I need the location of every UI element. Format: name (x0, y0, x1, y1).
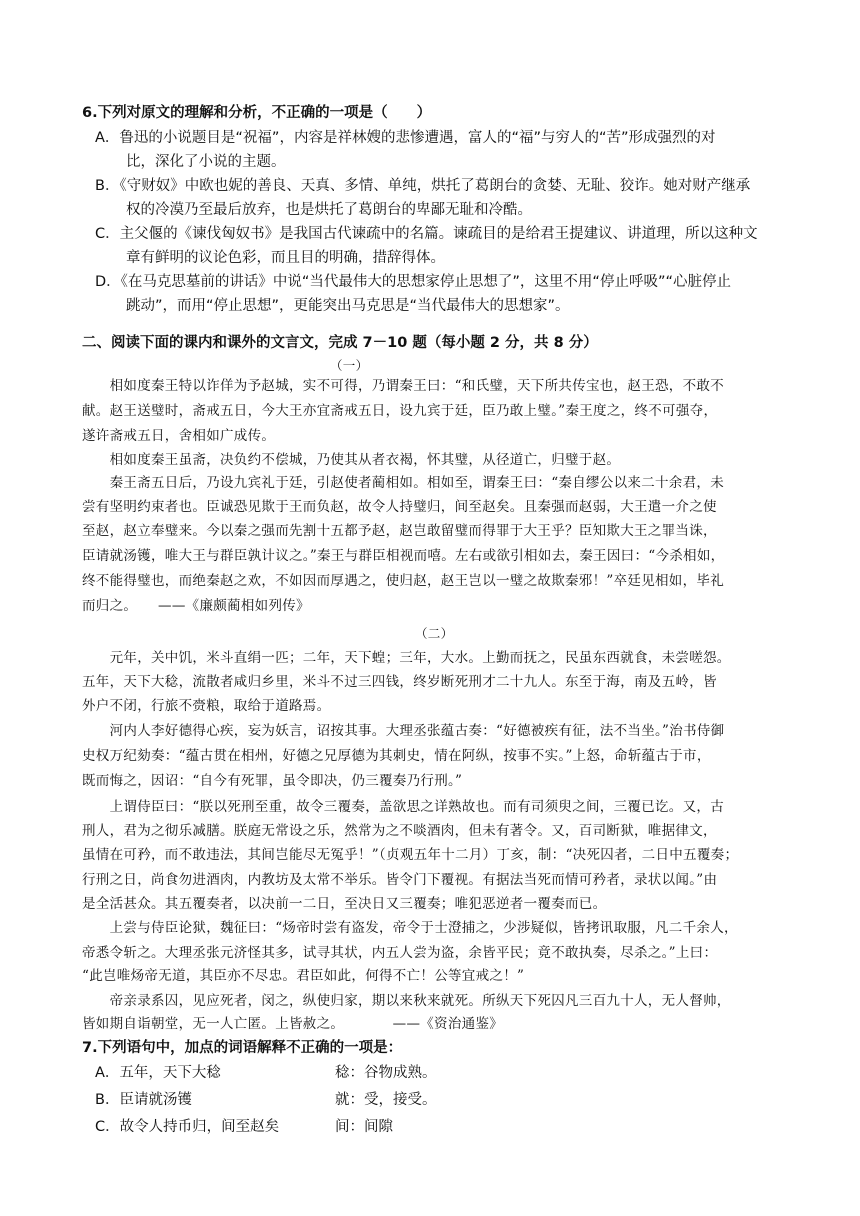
q7-option-a-sentence: A．五年，天下大稔 (95, 1065, 221, 1081)
part2-line-5: 史权万纪劾奏：“蕴古贯在相州，好德之兄厚德为其刺史，情在阿纵，按事不实。”上怒，命斩蕴古于市， (82, 748, 711, 764)
q7-option-a-gloss: 稔：谷物成熟。 (335, 1065, 437, 1081)
part1-line-1: 相如度秦王特以诈佯为予赵城，实不可得，乃谓秦王曰：“和氏璧，天下所共传宝也，赵王恐，不敢不 (82, 378, 724, 394)
q6-option-c-line1: C．主父偃的《谏伐匈奴书》是我国古代谏疏中的名篇。谏疏目的是给君王提建议、讲道理，所以这种文 (95, 226, 758, 242)
q6-option-a-line2: 比，深化了小说的主题。 (126, 154, 286, 170)
part1-line-2: 献。赵王送璧时，斋戒五日，今大王亦宜斋戒五日，设九宾于廷，臣乃敢上璧。”秦王度之，终不可强夺， (82, 403, 718, 419)
part2-line-8: 刑人，君为之彻乐减膳。朕庭无常设之乐，然常为之不啖酒肉，但未有著令。又，百司断狱，唯据律文， (82, 823, 717, 839)
part2-line-11: 是全活甚众。其五覆奏者，以决前一二日，至决日又三覆奏；唯犯恶逆者一覆奏而已。 (82, 896, 607, 912)
q6-option-a-line1: A．鲁迅的小说题目是“祝福”，内容是祥林嫂的悲惨遭遇，富人的“福”与穷人的“苦”形成强烈的对 (95, 130, 716, 146)
q7-option-c-gloss: 间：间隙 (335, 1119, 393, 1135)
part2-line-12: 上尝与侍臣论狱，魏征曰：“炀帝时尝有盗发，帝令于士澄捕之，少涉疑似，皆拷讯取服，凡二千余人， (82, 920, 738, 936)
part2-line-9: 虽情在可矜，而不敢违法，其间岂能尽无冤乎！”（贞观五年十二月）丁亥，制：“决死囚者，二日中五覆奏； (82, 847, 739, 863)
part1-line-9: 终不能得璧也，而绝秦赵之欢，不如因而厚遇之，使归赵，赵王岂以一璧之故欺秦邪！”卒廷见相如，毕礼 (82, 573, 724, 589)
q6-option-c-line2: 章有鲜明的议论色彩，而且目的明确，措辞得体。 (126, 250, 445, 266)
question-7-title: 7.下列语句中，加点的词语解释不正确的一项是： (82, 1040, 403, 1056)
part1-line-8: 臣请就汤镬，唯大王与群臣孰计议之。”秦王与群臣相视而嘻。左右或欲引相如去，秦王因曰：“今杀相如， (82, 548, 725, 564)
q6-option-d-line2: 跳动”，而用“停止思想”，更能突出马克思是“当代最伟大的思想家”。 (126, 298, 570, 314)
part2-line-1: 元年，关中饥，米斗直绢一匹；二年，天下蝗；三年，大水。上勤而抚之，民虽东西就食，未尝嗟怨。 (82, 650, 731, 666)
part1-line-5: 秦王斋五日后，乃设九宾礼于廷，引赵使者蔺相如。相如至，谓秦王曰：“秦自缪公以来二十余君，未 (82, 475, 724, 491)
part1-line-4: 相如度秦王虽斋，决负约不偿城，乃使其从者衣褐，怀其璧，从径道亡，归璧于赵。 (82, 452, 621, 468)
q6-option-b-line1: B．《守财奴》中欧也妮的善良、天真、多情、单纯，烘托了葛朗台的贪婪、无耻、狡诈。她对财产继承 (95, 178, 751, 194)
q7-option-b-gloss: 就：受，接受。 (335, 1092, 437, 1108)
part2-line-16: 皆如期自诣朝堂，无一人亡匿。上皆赦之。 ——《资治通鉴》 (82, 1016, 504, 1032)
part2-line-10: 行刑之日，尚食勿进酒肉，内教坊及太常不举乐。皆令门下覆视。有据法当死而情可矜者，录状以闻。”由 (82, 872, 718, 888)
part2-line-15: 帝亲录系囚，见应死者，闵之，纵使归家，期以来秋来就死。所纵天下死囚凡三百九十人，无人督帅， (82, 993, 731, 1009)
part2-line-4: 河内人李好德得心疾，妄为妖言，诏按其事。大理丞张蕴古奏：“好德被疾有征，法不当坐。”治书侍御 (82, 723, 725, 739)
part-2-label: （二） (415, 626, 454, 641)
part1-line-10: 而归之。 ——《廉颇蔺相如列传》 (82, 598, 310, 614)
part-1-label: （一） (330, 358, 369, 373)
part1-line-7: 至赵，赵立奉璧来。今以秦之强而先割十五都予赵，赵岂敢留璧而得罪于大王乎？臣知欺大王之罪当诛， (82, 523, 717, 539)
part2-line-13: 帝悉令斩之。大理丞张元济怪其多，试寻其状，内五人尝为盗，余皆平民；竟不敢执奏，尽杀之。”上曰： (82, 945, 718, 961)
section-2-heading: 二、阅读下面的课内和课外的文言文，完成 7－10 题（每小题 2 分，共 8 分） (82, 335, 598, 351)
q7-option-c-sentence: C．故令人持币归，间至赵矣 (95, 1119, 280, 1135)
part2-line-3: 外户不闭，行旅不赍粮，取给于道路焉。 (82, 698, 331, 714)
part2-line-6: 既而悔之，因诏：“自今有死罪，虽令即决，仍三覆奏乃行刑。” (82, 773, 463, 789)
part1-line-6: 尝有坚明约束者也。臣诚恐见欺于王而负赵，故令人持璧归，间至赵矣。且秦强而赵弱，大王遣一介之使 (82, 499, 717, 515)
q6-option-d-line1: D．《在马克思墓前的讲话》中说“当代最伟大的思想家停止思想了”，这里不用“停止呼吸”“心脏停止 (95, 274, 731, 290)
part2-line-14: “此岂唯炀帝无道，其臣亦不尽忠。君臣如此，何得不亡！公等宜戒之！” (82, 968, 525, 984)
part2-line-7: 上谓侍臣曰：“朕以死刑至重，故令三覆奏，盖欲思之详熟故也。而有司须臾之间，三覆已讫。又，古 (82, 799, 724, 815)
part2-line-2: 五年，天下大稔，流散者咸归乡里，米斗不过三四钱，终岁断死刑才二十九人。东至于海，南及五岭，皆 (82, 674, 717, 690)
question-6-title: 6.下列对原文的理解和分析，不正确的一项是（ ） (82, 105, 432, 121)
q7-option-b-sentence: B．臣请就汤镬 (95, 1092, 192, 1108)
q6-option-b-line2: 权的冷漠乃至最后放弃，也是烘托了葛朗台的卑鄙无耻和冷酷。 (126, 202, 532, 218)
part1-line-3: 遂许斋戒五日，舍相如广成传。 (82, 428, 276, 444)
